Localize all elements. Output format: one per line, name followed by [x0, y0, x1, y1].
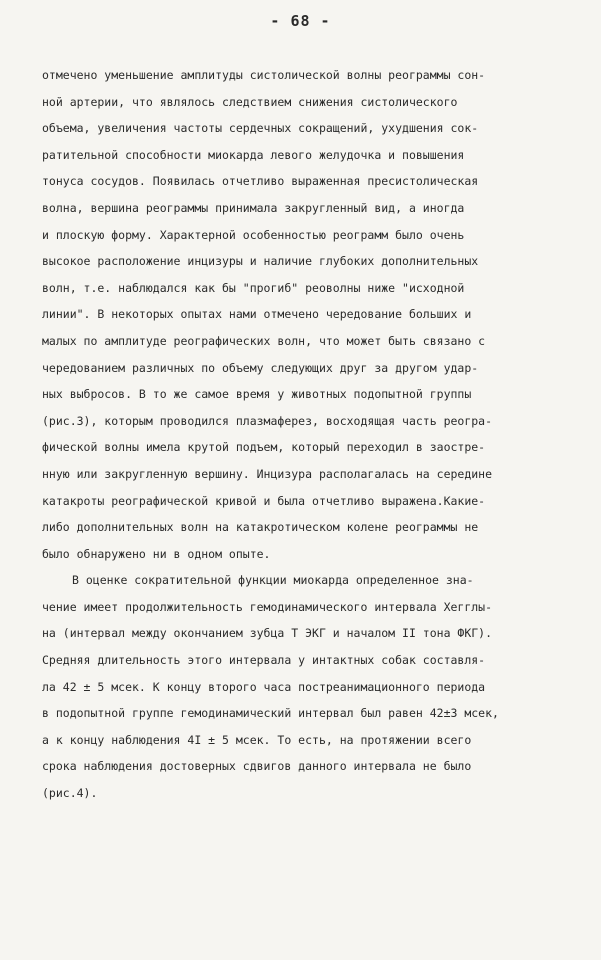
- paragraph-1: [42, 62, 578, 567]
- text-line: Средняя длительность этого интервала у интактных собак составля-: [42, 653, 486, 668]
- text-line: В оценке сократительной функции миокарда определенное зна-: [72, 573, 474, 588]
- text-line: волна, вершина реограммы принимала закругленный вид, а иногда: [42, 200, 465, 215]
- text-line: на (интервал между окончанием зубца Т ЭКГ и началом II тона ФКГ).: [42, 626, 493, 641]
- text-line: чение имеет продолжительность гемодинамического интервала Хегглы-: [42, 599, 493, 614]
- text-line: ной артерии, что являлось следствием снижения систолического: [42, 94, 458, 109]
- text-line: фической волны имела крутой подъем, который переходил в заостре-: [42, 440, 486, 455]
- text-line: малых по амплитуде реографических волн, что может быть связано с: [42, 333, 486, 348]
- page-number: - 68 -: [270, 12, 331, 30]
- text-line: в подопытной группе гемодинамический интервал был равен 42±3 мсек,: [42, 706, 499, 721]
- text-line: высокое расположение инцизуры и наличие глубоких дополнительных: [42, 254, 479, 269]
- text-line: либо дополнительных волн на катакротическом колене реограммы не: [42, 520, 479, 535]
- text-line: линии". В некоторых опытах нами отмечено чередование больших и: [42, 307, 472, 322]
- text-line: нную или закругленную вершину. Инцизура располагалась на середине: [42, 466, 493, 481]
- text-line: ратительной способности миокарда левого желудочка и повышения: [42, 147, 465, 162]
- text-line: и плоскую форму. Характерной особенностью реограмм было очень: [42, 227, 465, 242]
- text-line: ла 42 ± 5 мсек. К концу второго часа постреанимационного периода: [42, 679, 486, 694]
- text-line: было обнаружено ни в одном опыте.: [42, 546, 271, 561]
- text-line: отмечено уменьшение амплитуды систолической волны реограммы сон-: [42, 68, 486, 82]
- text-line: объема, увеличения частоты сердечных сокращений, ухудшения сок-: [42, 121, 479, 136]
- paragraph-2: [42, 567, 578, 806]
- text-line: срока наблюдения достоверных сдвигов данного интервала не было: [42, 759, 472, 774]
- text-line: (рис.4).: [42, 786, 98, 801]
- body-text: [42, 62, 578, 807]
- text-line: катакроты реографической кривой и была отчетливо выражена.Какие-: [42, 493, 486, 508]
- text-line: а к концу наблюдения 4I ± 5 мсек. То есть, на протяжении всего: [42, 732, 472, 747]
- text-line: тонуса сосудов. Появилась отчетливо выраженная пресистолическая: [42, 174, 479, 189]
- text-line: ных выбросов. В то же самое время у животных подопытной группы: [42, 387, 472, 402]
- text-line: (рис.3), которым проводился плазмаферез, восходящая часть реогра-: [42, 413, 493, 428]
- text-line: волн, т.е. наблюдался как бы "прогиб" реоволны ниже "исходной: [42, 280, 465, 295]
- text-line: чередованием различных по объему следующих друг за другом удар-: [42, 360, 479, 375]
